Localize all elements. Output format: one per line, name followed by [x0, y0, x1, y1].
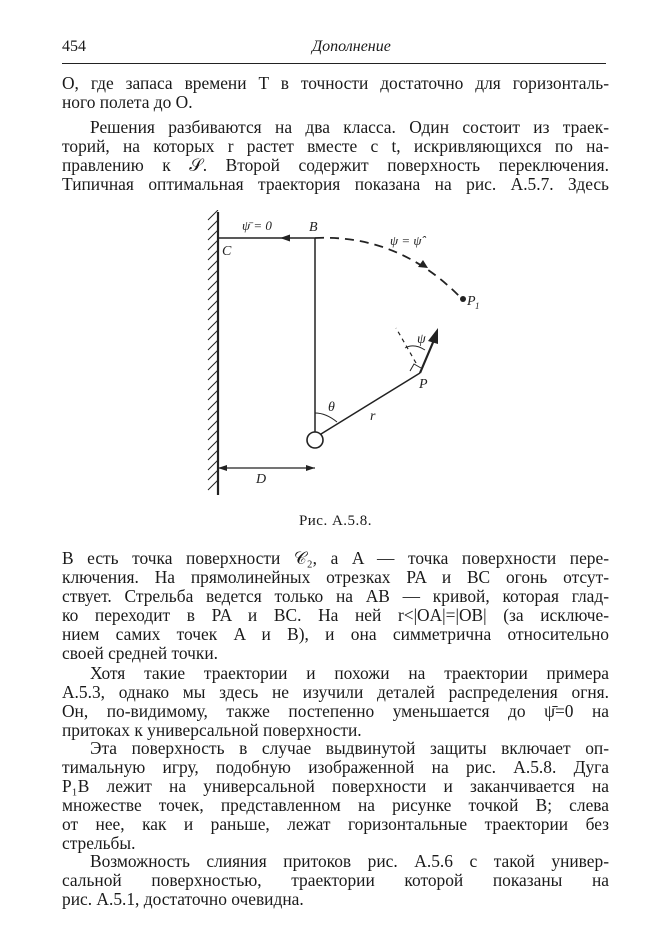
text-line: O, где запаса времени T в точности достаточно для горизонталь-: [62, 73, 609, 93]
label-r: r: [370, 409, 376, 424]
page-number: 454: [62, 38, 86, 55]
text-line: своей средней точки.: [62, 643, 218, 663]
text-line: Он, по-видимому, также постепенно уменьшается до ψ̄=0 на: [62, 701, 609, 721]
figure-a58: [200, 210, 490, 500]
text-line: от нее, как и раньше, лежат горизонтальные траектории без: [62, 814, 609, 834]
label-p1: P: [467, 294, 476, 309]
dimension-arrow-right: [306, 465, 315, 471]
arc-p1b: [315, 238, 463, 300]
label-psi-eq: ψ = ψ̂: [390, 233, 422, 248]
label-p: P: [419, 377, 428, 392]
text-line: Решения разбиваются на два класса. Один состоит из траек-: [90, 117, 609, 137]
text-line: А.5.3, однако мы здесь не изучили деталей распределения огня.: [62, 682, 609, 702]
text-line: множестве точек, представленном на рисунке точкой B; слева: [62, 795, 609, 815]
text-line: стрельбы.: [62, 833, 136, 853]
paragraph-1: [62, 74, 609, 112]
label-psi: ψ: [417, 332, 426, 347]
paragraph-5: [62, 739, 609, 853]
label-p1-subscript: 1: [475, 301, 480, 311]
text-line: тимальную игру, подобную изображенной на рис. А.5.8. Дуга: [62, 757, 609, 777]
point-p1: [460, 296, 466, 302]
text-line: нием самих точек A и B), и она симметрична относительно: [62, 624, 609, 644]
text-line: сальной поверхностью, траектории которой показаны на: [62, 870, 609, 890]
paragraph-2: [62, 118, 609, 194]
text-line: P₁B лежит на универсальной поверхности и заканчивается на: [62, 776, 609, 796]
arrow-bc: [280, 235, 290, 242]
label-psi-bar-zero: ψ̄ = 0: [242, 218, 272, 233]
text-line: ко переходит в PA и BC. На ней r<|OA|=|OB| (за исключе-: [62, 605, 609, 625]
right-angle-marker: [410, 364, 421, 371]
text-line: рис. А.5.1, достаточно очевидна.: [62, 889, 304, 909]
text-line: Эта поверхность в случае выдвинутой защиты включает оп-: [90, 738, 609, 758]
figure-diagram: [200, 210, 490, 500]
text-line: Типичная оптимальная траектория показана на рис. А.5.7. Здесь: [62, 174, 609, 194]
text-line: правлению к 𝒮. Второй содержит поверхность переключения.: [62, 155, 609, 175]
label-c: C: [222, 244, 232, 259]
figure-caption: Рис. А.5.8.: [298, 513, 373, 529]
text-line: B есть точка поверхности 𝒞₂, а A — точка поверхности пере-: [62, 548, 609, 568]
page-header: [62, 38, 606, 60]
origin-circle: [307, 432, 323, 448]
header-rule: [62, 63, 606, 64]
text-line: ного полета до O.: [62, 92, 193, 112]
label-d: D: [256, 472, 267, 487]
text-line: притоках к универсальной поверхности.: [62, 720, 362, 740]
text-line: торий, на которых r растет вместе с t, искривляющихся по на-: [62, 136, 609, 156]
label-theta: θ: [328, 400, 335, 415]
paragraph-6: [62, 852, 609, 909]
paragraph-4: [62, 664, 609, 740]
text-line: ключения. На прямолинейных отрезках PA и BC огонь отсут-: [62, 567, 609, 587]
thrust-arrowhead: [428, 328, 438, 344]
dimension-arrow-left: [218, 465, 227, 471]
text-line: Хотя такие траектории и похожи на траектории примера: [90, 663, 609, 683]
text-line: ствует. Стрельба ведется только на AB — кривой, которая глад-: [62, 586, 609, 606]
radius-line: [321, 373, 420, 434]
running-head: Дополнение: [312, 38, 391, 55]
label-b: B: [309, 220, 318, 235]
wall-hatching: [208, 210, 218, 490]
paragraph-3: [62, 549, 609, 663]
text-line: Возможность слияния притоков рис. А.5.6 с такой универ-: [90, 851, 609, 871]
